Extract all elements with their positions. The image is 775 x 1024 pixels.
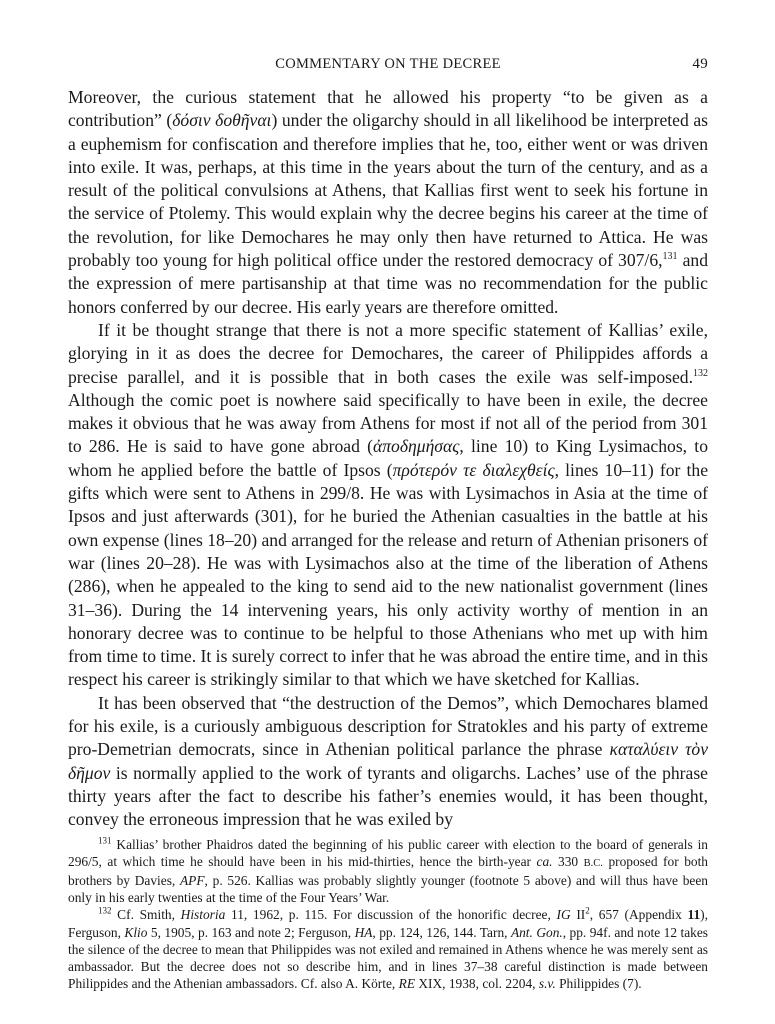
main-text <box>68 86 708 832</box>
document-page <box>68 52 708 992</box>
text-run: and the expression of mere partisanship at that time was no recommendation for the public honors conferred by our decree. His early years are therefore omitted. <box>68 250 708 317</box>
text-run: πρότερόν τε διαλεχθείς <box>392 459 555 480</box>
paragraph <box>68 319 708 692</box>
footnote-ref: 131 <box>98 835 112 846</box>
footnote <box>68 906 708 992</box>
text-run: 330 <box>552 853 584 869</box>
text-run: proposed for both brothers by Davies, <box>68 853 709 888</box>
running-title: COMMENTARY ON THE DECREE <box>275 56 501 72</box>
text-run: Philippides (7). <box>555 976 642 992</box>
footnotes <box>68 836 708 993</box>
text-run: Historia <box>180 907 226 923</box>
text-run: is normally applied to the work of tyrants and oligarchs. Laches’ use of the phrase thirty years after the fact to describe his father’s enemies would, it has been thought, convey the erroneous impression that he was exiled by <box>68 762 708 830</box>
text-run: Klio <box>124 924 148 940</box>
footnote-ref: 132 <box>693 367 708 379</box>
text-run: Moreover, the curious statement that he allowed his property “to be given as a contribution” ( <box>68 87 708 131</box>
text-run: , lines 10–11) for the gifts which were sent to Athens in 299/8. He was with Lysimachos in Asia at the time of Ipsos and just afterwards (301), for he buried the Athenian casualties in the battle at his own expense (lines 18–20) and arranged for the release and return of Athenian prisoners of war (lines 20–28). He was with Lysimachos also at the time of the liberation of Athens (286), when he appealed to the king to send aid to the new nationalist government (lines 31–36). During the 14 intervening years, his only activity worthy of mention in an honorary decree was to continue to be helpful to those Athenians who met up with him from time to time. It is surely correct to infer that he was abroad the entire time, and in this respect his career is strikingly similar to that which we have sketched for Kallias. <box>68 459 708 690</box>
text-run: 11 <box>687 907 701 923</box>
paragraph <box>68 692 708 832</box>
text-run: , p. 526. Kallias was probably slightly younger (footnote 5 above) and will thus have been only in his early twenties at the time of the Four Years’ War. <box>68 872 708 906</box>
text-run: Although the comic poet is nowhere said specifically to have been in exile, the decree makes it obvious that he was away from Athens for most if not all of the period from 301 to 286. He is said to have gone abroad ( <box>68 389 708 457</box>
text-run: 11, 1962, p. 115. For discussion of the honorific decree, <box>225 907 557 923</box>
text-run: s.v. <box>538 976 556 992</box>
text-run: ), Ferguson, <box>68 907 708 940</box>
page-number: 49 <box>692 56 708 72</box>
text-run: It has been observed that “the destruction of the Demos”, which Demochares blamed for his exile, is a curiously ambiguous description for Stratokles and his party of extreme pro-Demetrian democrats, since in Athenian political parlance the phrase <box>68 692 708 760</box>
text-run: ἀποδημήσας <box>372 436 460 457</box>
text-run: Kallias’ brother Phaidros dated the beginning of his public career with election to the board of generals in 296/5, at which time he should have been in his mid-thirties, hence the birth-year <box>68 836 708 869</box>
text-run: , pp. 124, 126, 144. Tarn, <box>372 924 511 940</box>
text-run: II <box>570 907 586 923</box>
text-run: APF <box>180 872 205 888</box>
text-run: καταλύειν τὸν δῆμον <box>68 739 709 783</box>
running-header <box>68 52 708 76</box>
text-run: B.C. <box>583 857 603 869</box>
text-run: , line 10) to King Lysimachos, to whom he applied before the battle of Ipsos ( <box>68 436 708 480</box>
footnote-ref: 132 <box>98 905 112 916</box>
text-run: ca. <box>536 853 553 869</box>
text-run: If it be thought strange that there is not a more specific statement of Kallias’ exile, glorying in it as does the decree for Demochares, the career of Philippides affords a precise parallel, and it is possible that in both cases the exile was self-imposed. <box>68 319 708 387</box>
text-run: , 657 (Appendix <box>589 907 688 923</box>
text-run: RE <box>398 976 415 992</box>
footnote <box>68 836 708 907</box>
text-run: IG <box>556 907 571 923</box>
text-run: ) under the oligarchy should in all likelihood be interpreted as a euphemism for confiscation and therefore implies that he, too, either went or was driven into exile. It was, perhaps, at this time in the years about the turn of the century, and as a result of the political convulsions at Athens, that Kallias first went to seek his fortune in the service of Ptolemy. This would explain why the decree begins his career at the time of the revolution, for like Demochares he may only then have returned to Attica. He was probably too young for high political office under the restored democracy of 307/6, <box>68 110 708 271</box>
text-run: δόσιν δοθῆναι <box>172 110 272 131</box>
text-run: HA <box>354 924 373 940</box>
text-run: XIX, 1938, col. 2204, <box>415 976 539 992</box>
text-run: Ant. Gon. <box>510 924 563 940</box>
text-run: 5, 1905, p. 163 and note 2; Ferguson, <box>147 924 355 940</box>
text-run: , pp. 94f. and note 12 takes the silence of the decree to mean that Philippides was not exiled and remained in Athens whence he was merely sent as ambassador. But the decree does not so describe him, and in lines 37–38 careful distinction is made between Philippides and the Athenian ambassadors. Cf. also A. Körte, <box>68 924 709 992</box>
paragraph <box>68 86 708 319</box>
text-run: Cf. Smith, <box>111 907 181 923</box>
footnote-ref: 131 <box>662 251 678 263</box>
footnote-ref: 2 <box>585 905 590 916</box>
